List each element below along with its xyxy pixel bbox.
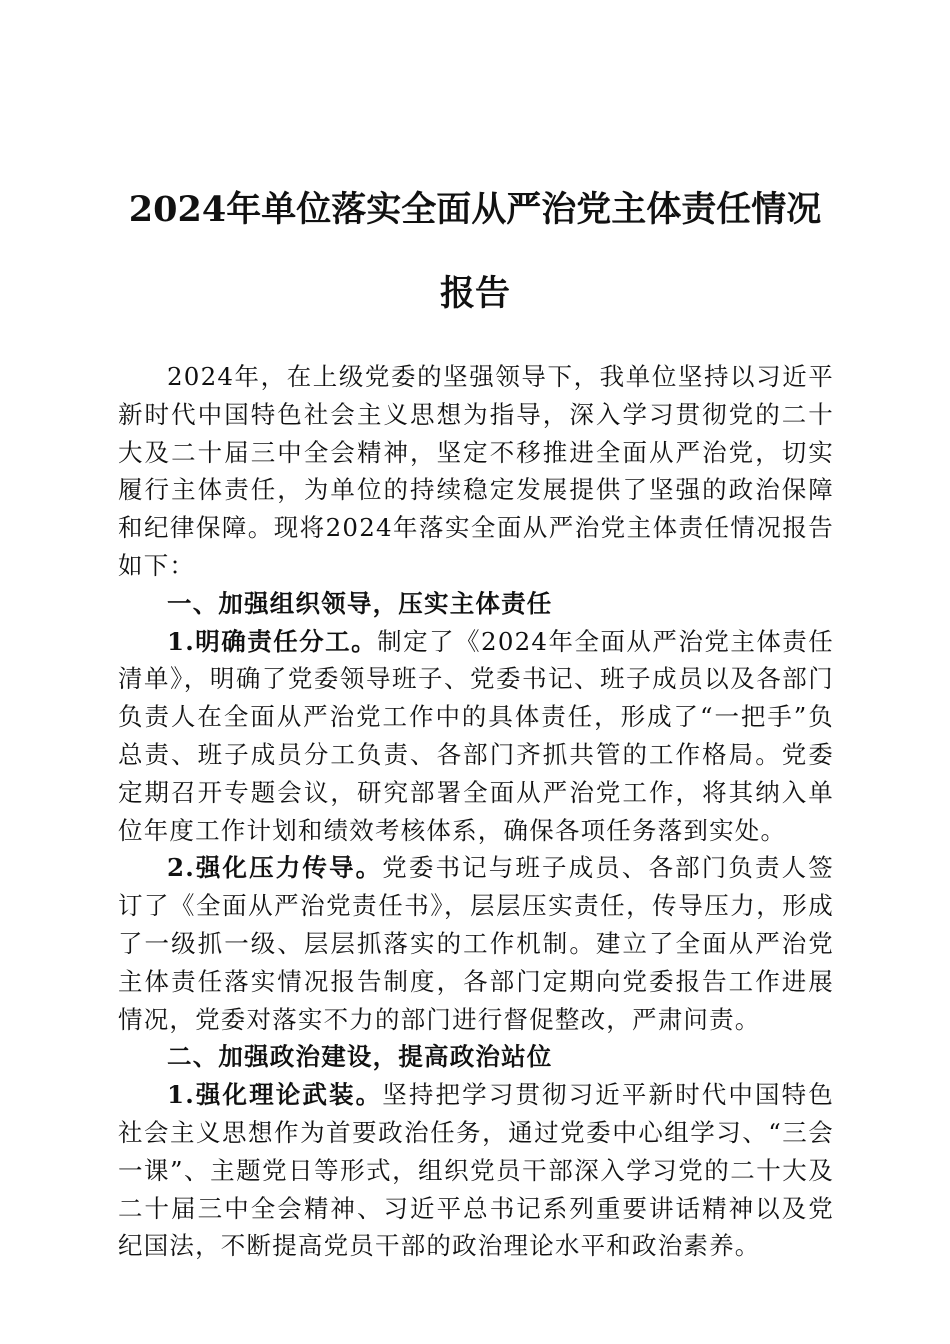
section-1-item-2-lead: 2.强化压力传导。 bbox=[167, 853, 383, 883]
section-2-item-1-text: 坚持把学习贯彻习近平新时代中国特色社会主义思想作为首要政治任务，通过党委中心组学习、“三会一课”、主题党日等形式，组织党员干部深入学习党的二十大及二十届三中全会精神、习近平总书记系列重要讲话精神以及党纪国法，不断提高党员干部的政治理论水平和政治素养。 bbox=[118, 1080, 834, 1261]
document-body bbox=[118, 358, 834, 1265]
section-1-item-2-text: 党委书记与班子成员、各部门负责人签订了《全面从严治党责任书》，层层压实责任，传导压力，形成了一级抓一级、层层抓落实的工作机制。建立了全面从严治党主体责任落实情况报告制度，各部门定期向党委报告工作进展情况，党委对落实不力的部门进行督促整改，严肃问责。 bbox=[118, 853, 834, 1034]
section-1-heading: 一、加强组织领导，压实主体责任 bbox=[167, 588, 553, 618]
section-2-item-1 bbox=[118, 1076, 834, 1265]
section-1-item-1-text: 制定了《2024年全面从严治党主体责任清单》，明确了党委领导班子、党委书记、班子成员以及各部门负责人在全面从严治党工作中的具体责任，形成了“一把手”负总责、班子成员分工负责、各部门齐抓共管的工作格局。党委定期召开专题会议，研究部署全面从严治党工作，将其纳入单位年度工作计划和绩效考核体系，确保各项任务落到实处。 bbox=[118, 626, 834, 845]
title-line-1: 2024年单位落实全面从严治党主体责任情况 bbox=[128, 189, 822, 230]
section-2-item-1-lead: 1.强化理论武装。 bbox=[167, 1080, 383, 1110]
intro-paragraph: 2024年，在上级党委的坚强领导下，我单位坚持以习近平新时代中国特色社会主义思想为指导，深入学习贯彻党的二十大及二十届三中全会精神，坚定不移推进全面从严治党，切实履行主体责任，为单位的持续稳定发展提供了坚强的政治保障和纪律保障。现将2024年落实全面从严治党主体责任情况报告如下： bbox=[118, 362, 834, 580]
section-1-item-1 bbox=[118, 623, 834, 850]
title-line-2: 报告 bbox=[439, 273, 510, 314]
section-1-item-2 bbox=[118, 849, 834, 1038]
section-2-heading: 二、加强政治建设，提高政治站位 bbox=[167, 1042, 553, 1072]
section-1-item-1-lead: 1.明确责任分工。 bbox=[167, 626, 378, 656]
document-title bbox=[110, 168, 840, 336]
